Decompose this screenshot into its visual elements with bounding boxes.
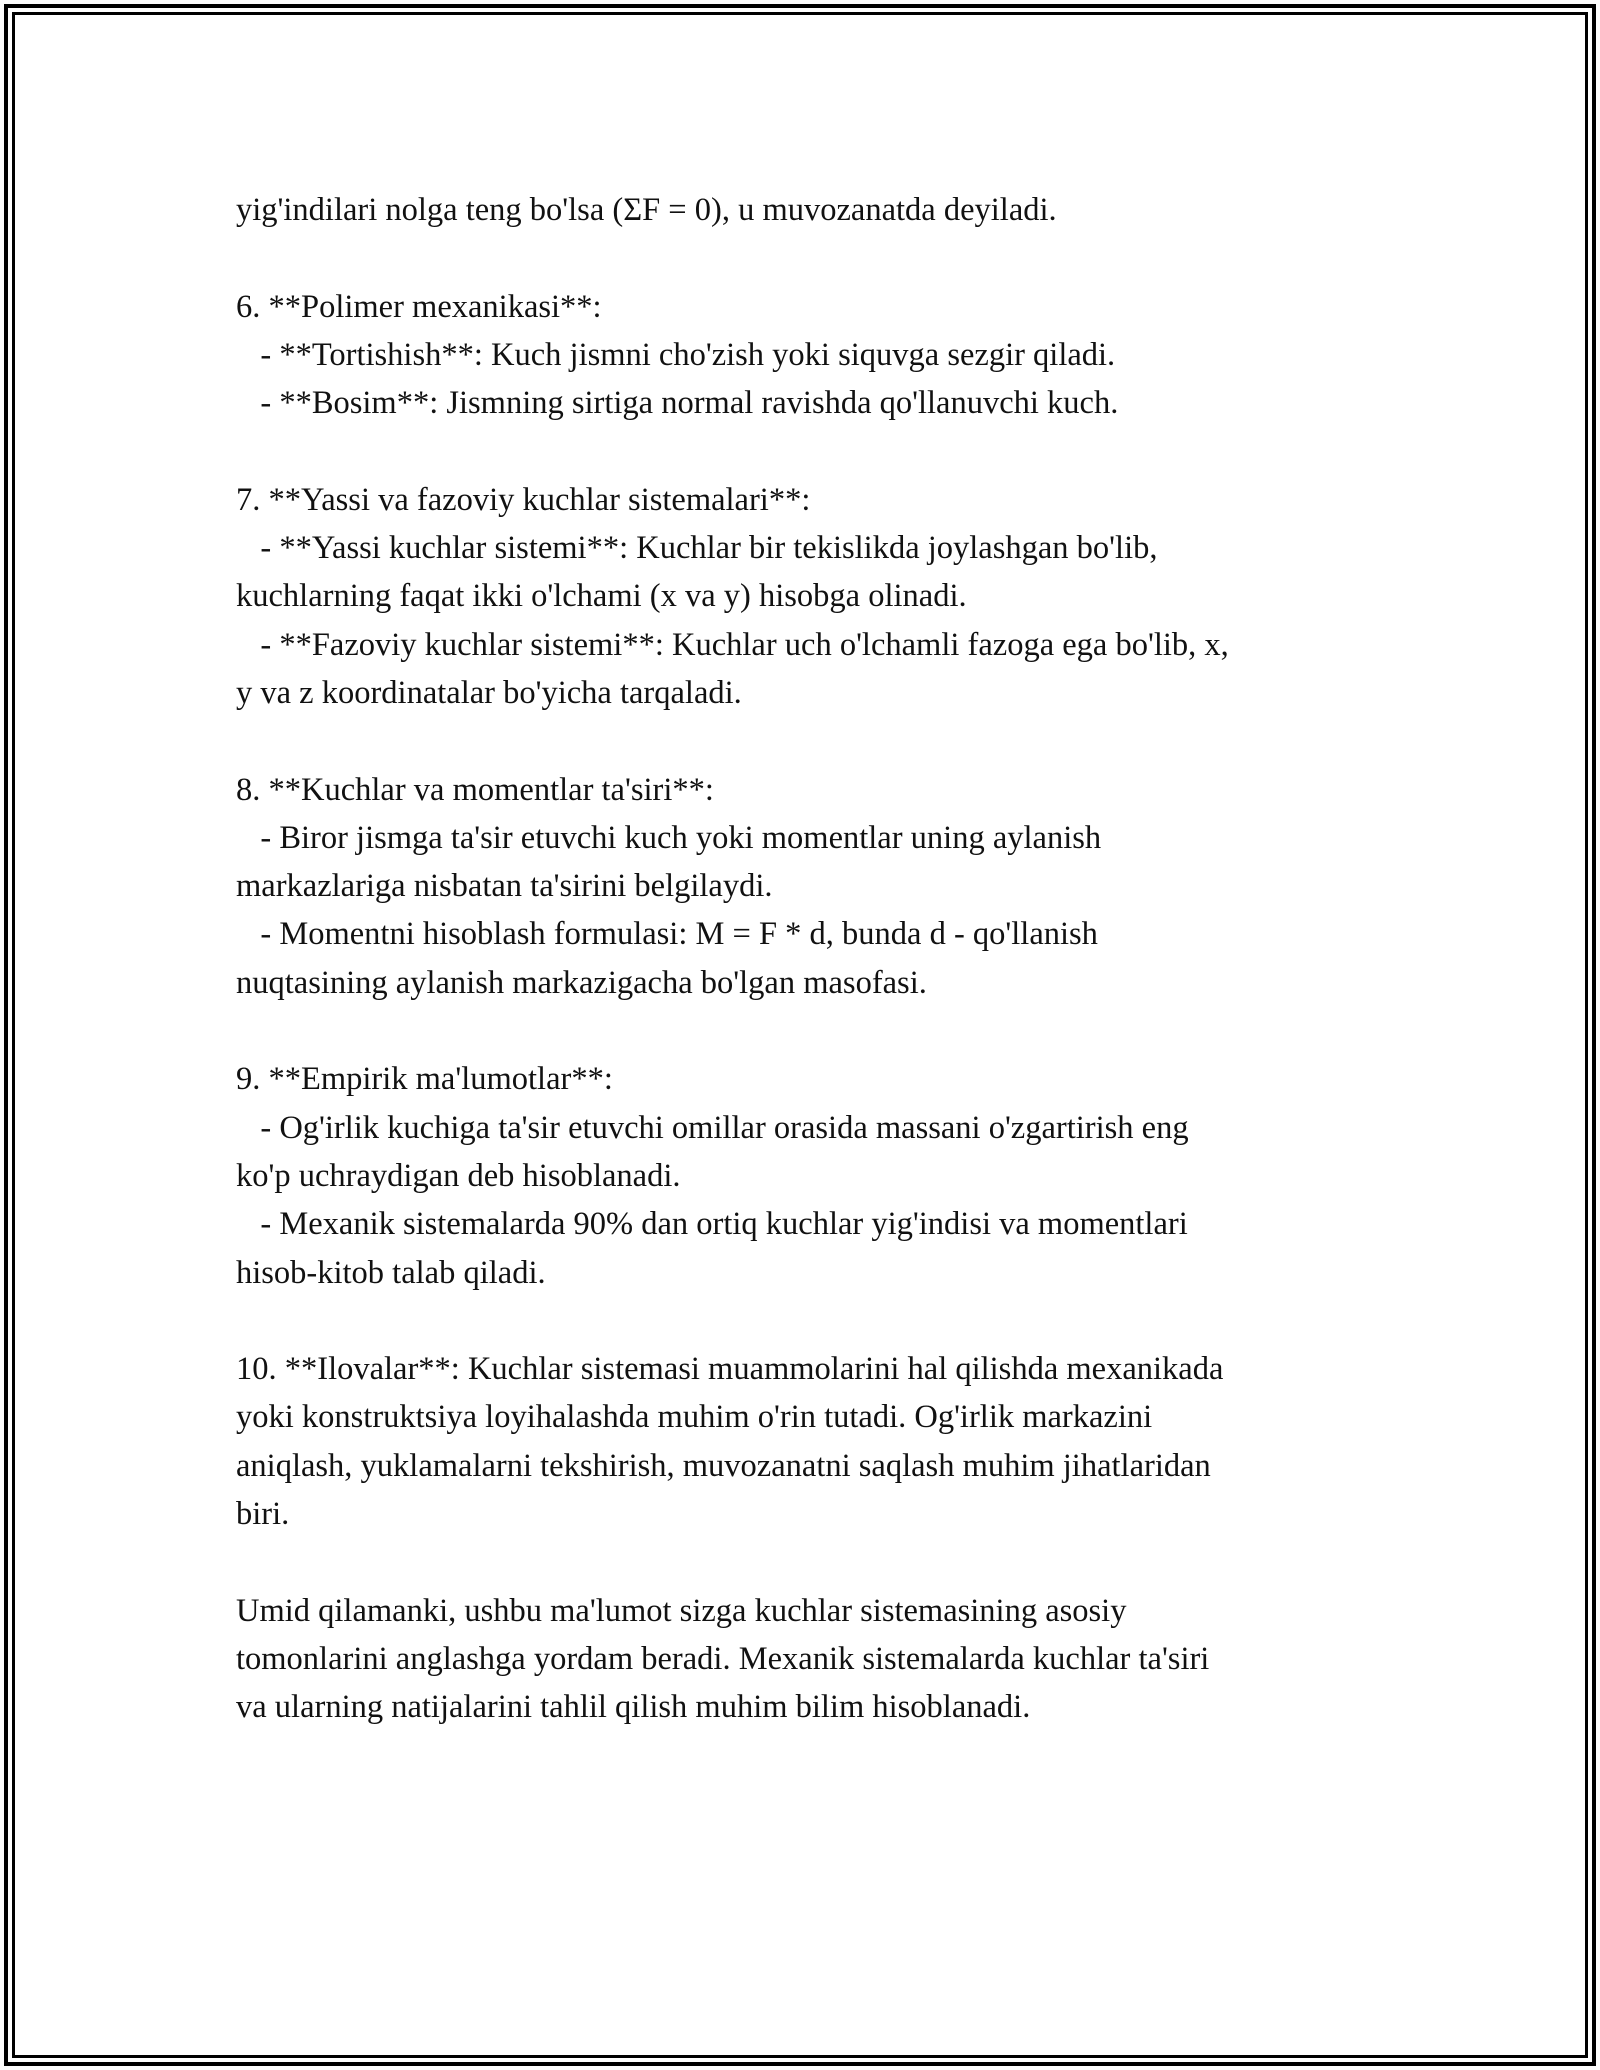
section-heading: 7. **Yassi va fazoviy kuchlar sistemalari**:	[236, 481, 811, 518]
list-item-continuation: y va z koordinatalar bo'yicha tarqaladi.	[236, 674, 742, 711]
text-line: biri.	[236, 1496, 290, 1533]
list-item-continuation: kuchlarning faqat ikki o'lchami (x va y) hisobga olinadi.	[236, 578, 967, 615]
text-line: yoki konstruktsiya loyihalashda muhim o'rin tutadi. Og'irlik markazini	[236, 1399, 1153, 1436]
list-item-continuation: nuqtasining aylanish markazigacha bo'lgan masofasi.	[236, 964, 927, 1001]
paragraph-gap	[236, 1297, 1366, 1345]
list-item: - **Bosim**: Jismning sirtiga normal ravishda qo'llanuvchi kuch.	[236, 385, 1119, 422]
section-7-kuchlar-sistemalari	[236, 476, 1366, 717]
section-6-polimer-mexanikasi	[236, 283, 1366, 428]
list-item-continuation: markazlariga nisbatan ta'sirini belgilaydi.	[236, 868, 773, 905]
text-line: yig'indilari nolga teng bo'lsa (ΣF = 0), u muvozanatda deyiladi.	[236, 192, 1057, 228]
list-item: - **Fazoviy kuchlar sistemi**: Kuchlar uch o'lchamli fazoga ega bo'lib, x,	[236, 626, 1229, 663]
document-body	[236, 186, 1366, 1732]
list-item-continuation: ko'p uchraydigan deb hisoblanadi.	[236, 1157, 681, 1194]
paragraph-gap	[236, 1538, 1366, 1586]
paragraph-equilibrium-tail	[236, 186, 1366, 234]
section-heading: 6. **Polimer mexanikasi**:	[236, 288, 602, 325]
text-line: tomonlarini anglashga yordam beradi. Mexanik sistemalarda kuchlar ta'siri	[236, 1640, 1210, 1677]
list-item: - Momentni hisoblash formulasi: M = F * d, bunda d - qo'llanish	[236, 916, 1098, 953]
paragraph-gap	[236, 717, 1366, 765]
list-item-continuation: hisob-kitob talab qiladi.	[236, 1254, 546, 1291]
list-item: - Mexanik sistemalarda 90% dan ortiq kuchlar yig'indisi va momentlari	[236, 1206, 1188, 1243]
paragraph-gap	[236, 1007, 1366, 1055]
section-heading: 9. **Empirik ma'lumotlar**:	[236, 1061, 613, 1098]
text-line: Umid qilamanki, ushbu ma'lumot sizga kuchlar sistemasining asosiy	[236, 1592, 1127, 1629]
list-item: - Og'irlik kuchiga ta'sir etuvchi omillar orasida massani o'zgartirish eng	[236, 1109, 1189, 1146]
closing-paragraph	[236, 1587, 1366, 1732]
text-line: va ularning natijalarini tahlil qilish muhim bilim hisoblanadi.	[236, 1689, 1031, 1726]
list-item: - Biror jismga ta'sir etuvchi kuch yoki momentlar uning aylanish	[236, 819, 1102, 856]
paragraph-gap	[236, 234, 1366, 282]
section-9-empirik-malumotlar	[236, 1055, 1366, 1296]
list-item: - **Tortishish**: Kuch jismni cho'zish yoki siquvga sezgir qiladi.	[236, 336, 1116, 373]
section-8-kuchlar-momentlar	[236, 766, 1366, 1007]
paragraph-gap	[236, 427, 1366, 475]
list-item: - **Yassi kuchlar sistemi**: Kuchlar bir tekislikda joylashgan bo'lib,	[236, 530, 1158, 567]
section-heading: 10. **Ilovalar**: Kuchlar sistemasi muammolarini hal qilishda mexanikada	[236, 1351, 1224, 1388]
text-line: aniqlash, yuklamalarni tekshirish, muvozanatni saqlash muhim jihatlaridan	[236, 1447, 1211, 1484]
section-heading: 8. **Kuchlar va momentlar ta'siri**:	[236, 771, 714, 808]
section-10-ilovalar	[236, 1345, 1366, 1538]
